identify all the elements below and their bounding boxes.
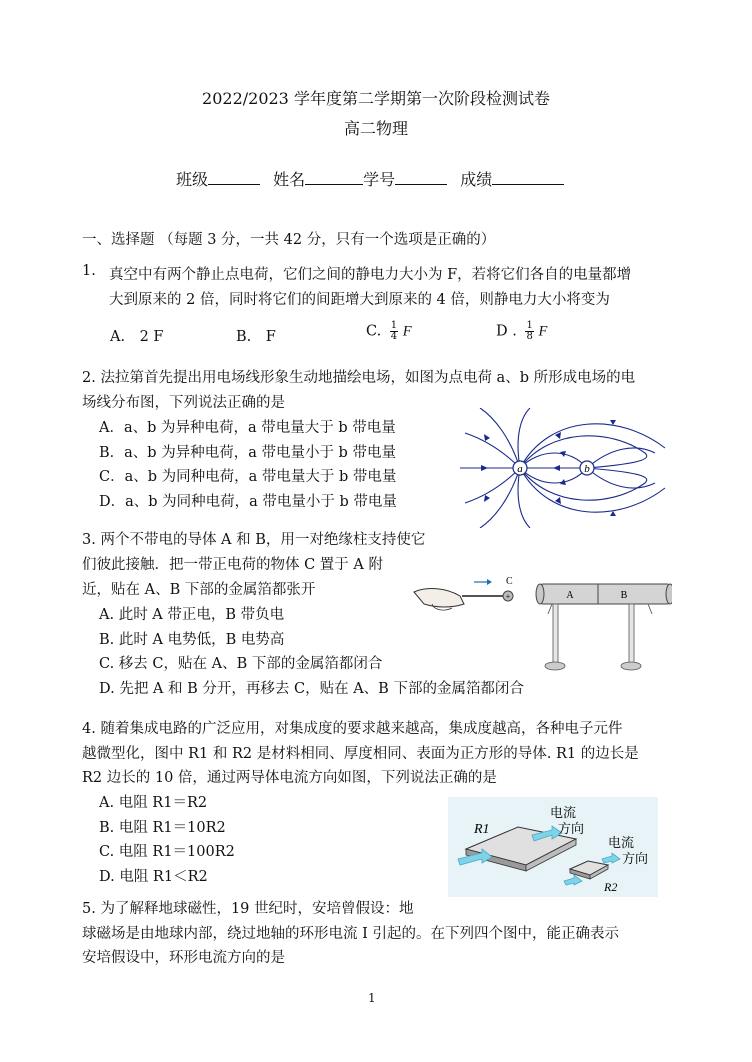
conductor-figure bbox=[412, 574, 672, 674]
fraction-numerator: 1 bbox=[390, 320, 398, 331]
label-a: A bbox=[566, 590, 574, 601]
q1-option-c-fraction bbox=[390, 321, 398, 342]
q1-option-d[interactable] bbox=[496, 321, 547, 342]
q1-option-d-fraction bbox=[525, 321, 533, 342]
q1-option-b[interactable]: B. F bbox=[236, 329, 276, 345]
q2-option-c[interactable]: C．a、b 为同种电荷，a 带电量大于 b 带电量 bbox=[99, 469, 397, 485]
page-number: 1 bbox=[368, 991, 376, 1005]
direction-label-2: 方向 bbox=[622, 851, 649, 866]
charge-b-label: b bbox=[584, 463, 590, 475]
class-label: 班级 bbox=[176, 170, 209, 189]
q3-line3: 近，贴在 A、B 下部的金属箔都张开 bbox=[82, 582, 316, 598]
q3-option-a[interactable]: A. 此时 A 带正电，B 带负电 bbox=[99, 607, 285, 623]
q4-option-a[interactable]: A. 电阻 R1＝R2 bbox=[99, 795, 208, 811]
q4-option-b[interactable]: B. 电阻 R1＝10R2 bbox=[99, 820, 226, 836]
q2-line2: 场线分布图，下列说法正确的是 bbox=[82, 395, 285, 411]
q5-line3: 安培假设中，环形电流方向的是 bbox=[82, 950, 285, 966]
score-label: 成绩 bbox=[460, 170, 493, 189]
r2-label: R2 bbox=[604, 880, 618, 894]
q1-line2: 大到原来的 2 倍，同时将它们的间距增大到原来的 4 倍，则静电力大小将变为 bbox=[109, 292, 610, 308]
q4-line3: R2 边长的 10 倍，通过两导体电流方向如图，下列说法正确的是 bbox=[82, 770, 497, 786]
q1-option-c[interactable] bbox=[366, 321, 412, 342]
r1-label: R1 bbox=[474, 822, 490, 837]
q4-line2: 越微型化，图中 R1 和 R2 是材料相同、厚度相同、表面为正方形的导体. R1 的边长是 bbox=[82, 746, 639, 762]
q1-option-d-prefix: D . bbox=[496, 323, 517, 340]
q1-option-c-suffix: F bbox=[402, 323, 412, 340]
q3-option-c[interactable]: C. 移去 C，贴在 A、B 下部的金属箔都闭合 bbox=[99, 656, 383, 672]
class-blank[interactable] bbox=[208, 170, 260, 185]
q5-line1: 5. 为了解释地球磁性，19 世纪时，安培曾假设：地 bbox=[82, 901, 414, 917]
direction-label-1: 方向 bbox=[558, 821, 585, 836]
q1-option-a[interactable]: A. 2 F bbox=[110, 329, 164, 345]
hand-icon bbox=[414, 589, 464, 607]
score-blank[interactable] bbox=[492, 170, 564, 185]
q4-line1: 4. 随着集成电路的广泛应用，对集成度的要求越来越高，集成度越高，各种电子元件 bbox=[82, 721, 623, 737]
exam-title: 2022/2023 学年度第二学期第一次阶段检测试卷 bbox=[202, 89, 550, 108]
field-lines-figure bbox=[460, 408, 680, 528]
fraction-numerator: 1 bbox=[526, 320, 533, 331]
label-b: B bbox=[620, 590, 628, 601]
q3-line1: 3. 两个不带电的导体 A 和 B，用一对绝缘柱支持使它 bbox=[82, 532, 426, 548]
current-label-1: 电流 bbox=[550, 805, 577, 820]
q1-number: 1. bbox=[82, 263, 96, 279]
q4-option-c[interactable]: C. 电阻 R1＝100R2 bbox=[99, 844, 235, 860]
current-label-2: 电流 bbox=[608, 835, 635, 850]
q1-option-c-prefix: C. bbox=[366, 323, 382, 340]
q3-option-b[interactable]: B. 此时 A 电势低，B 电势高 bbox=[99, 632, 285, 648]
fraction-denominator: 8 bbox=[526, 331, 533, 342]
fraction-denominator: 4 bbox=[390, 331, 398, 342]
student-id-label: 学号 bbox=[363, 170, 396, 189]
q2-option-a[interactable]: A．a、b 为异种电荷，a 带电量大于 b 带电量 bbox=[99, 420, 396, 436]
q2-option-b[interactable]: B．a、b 为异种电荷，a 带电量小于 b 带电量 bbox=[99, 445, 396, 461]
svg-text:+: + bbox=[505, 592, 511, 601]
charge-a-label: a bbox=[517, 463, 523, 475]
subject-title: 高二物理 bbox=[343, 119, 408, 138]
conductor-bar bbox=[540, 584, 670, 604]
q3-option-d[interactable]: D. 先把 A 和 B 分开，再移去 C，贴在 A、B 下部的金属箔都闭合 bbox=[99, 681, 524, 697]
student-id-blank[interactable] bbox=[395, 170, 447, 185]
q4-option-d[interactable]: D. 电阻 R1＜R2 bbox=[99, 869, 208, 885]
insulating-stand-left bbox=[553, 604, 558, 664]
info-fields bbox=[176, 167, 564, 190]
label-c: C bbox=[506, 576, 513, 587]
q2-line1: 2. 法拉第首先提出用电场线形象生动地描绘电场，如图为点电荷 a、b 所形成电场的电 bbox=[82, 370, 636, 386]
q2-option-d[interactable]: D．a、b 为同种电荷，a 带电量小于 b 带电量 bbox=[99, 494, 397, 510]
name-blank[interactable] bbox=[305, 170, 363, 185]
q3-line2: 们彼此接触．把一带正电荷的物体 C 置于 A 附 bbox=[82, 557, 384, 573]
q1-option-d-suffix: F bbox=[538, 323, 548, 340]
section-heading: 一、选择题 （每题 3 分，一共 42 分，只有一个选项是正确的） bbox=[82, 232, 496, 248]
name-label: 姓名 bbox=[273, 170, 306, 189]
resistor-figure bbox=[448, 797, 658, 897]
q5-line2: 球磁场是由地球内部，绕过地轴的环形电流 I 引起的。在下列四个图中，能正确表示 bbox=[82, 926, 619, 942]
q1-line1: 真空中有两个静止点电荷，它们之间的静电力大小为 F，若将它们各自的电量都增 bbox=[109, 267, 632, 283]
insulating-stand-right bbox=[629, 604, 634, 664]
